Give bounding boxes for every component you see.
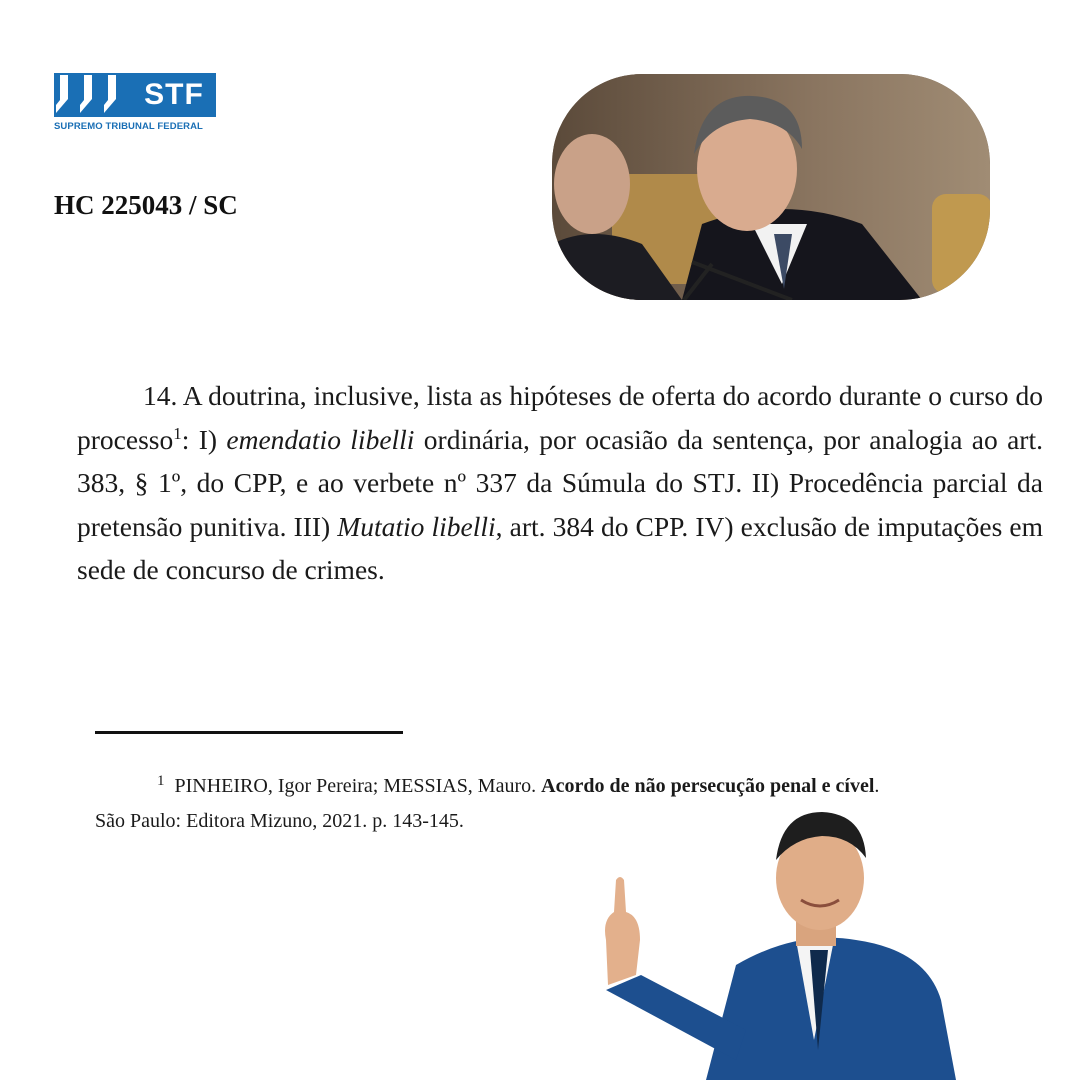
footnote-mark: 1 bbox=[157, 773, 165, 789]
stf-logo-text: STF bbox=[132, 73, 216, 117]
footnote-publication: São Paulo: Editora Mizuno, 2021. p. 143-145. bbox=[95, 810, 464, 832]
paragraph-text-c: , art. 384 do CPP. IV) exclusão de imputações em sede de concurso de crimes. bbox=[77, 510, 1043, 586]
paragraph-text-b: ordinária, por ocasião da sentença, por analogia ao art. 383, § 1º, do CPP, e ao verbete nº 337 da Súmula do STJ. II) Procedência parcial da pretensão punitiva. III) bbox=[77, 423, 1043, 542]
stf-logo bbox=[54, 73, 216, 135]
paragraph-intro: 14. A doutrina, inclusive, lista as hipóteses de oferta do acordo durante o curso do processo bbox=[77, 380, 1043, 455]
footnote-line-1 bbox=[95, 764, 1030, 804]
courtroom-photo-illustration bbox=[552, 74, 990, 300]
stf-logo-bars-icon bbox=[54, 73, 132, 117]
footnote-period: . bbox=[874, 775, 880, 797]
footnote-book-title: Acordo de não persecução penal e cível bbox=[541, 775, 875, 797]
paragraph-text-a: : I) bbox=[181, 423, 227, 455]
main-paragraph bbox=[77, 374, 1043, 592]
stf-logo-subtitle: SUPREMO TRIBUNAL FEDERAL bbox=[54, 121, 203, 132]
presenter-pointing-illustration bbox=[596, 800, 976, 1080]
latin-term-emendatio: emendatio libelli bbox=[226, 423, 415, 455]
case-number: HC 225043 / SC bbox=[54, 190, 238, 220]
presenter-photo bbox=[596, 800, 976, 1080]
footnote-authors: PINHEIRO, Igor Pereira; MESSIAS, Mauro. bbox=[174, 775, 542, 797]
latin-term-mutatio: Mutatio libelli bbox=[337, 510, 496, 542]
footnote-divider bbox=[95, 731, 403, 734]
footnote-reference: 1 bbox=[173, 423, 182, 443]
justice-photo bbox=[552, 74, 990, 300]
